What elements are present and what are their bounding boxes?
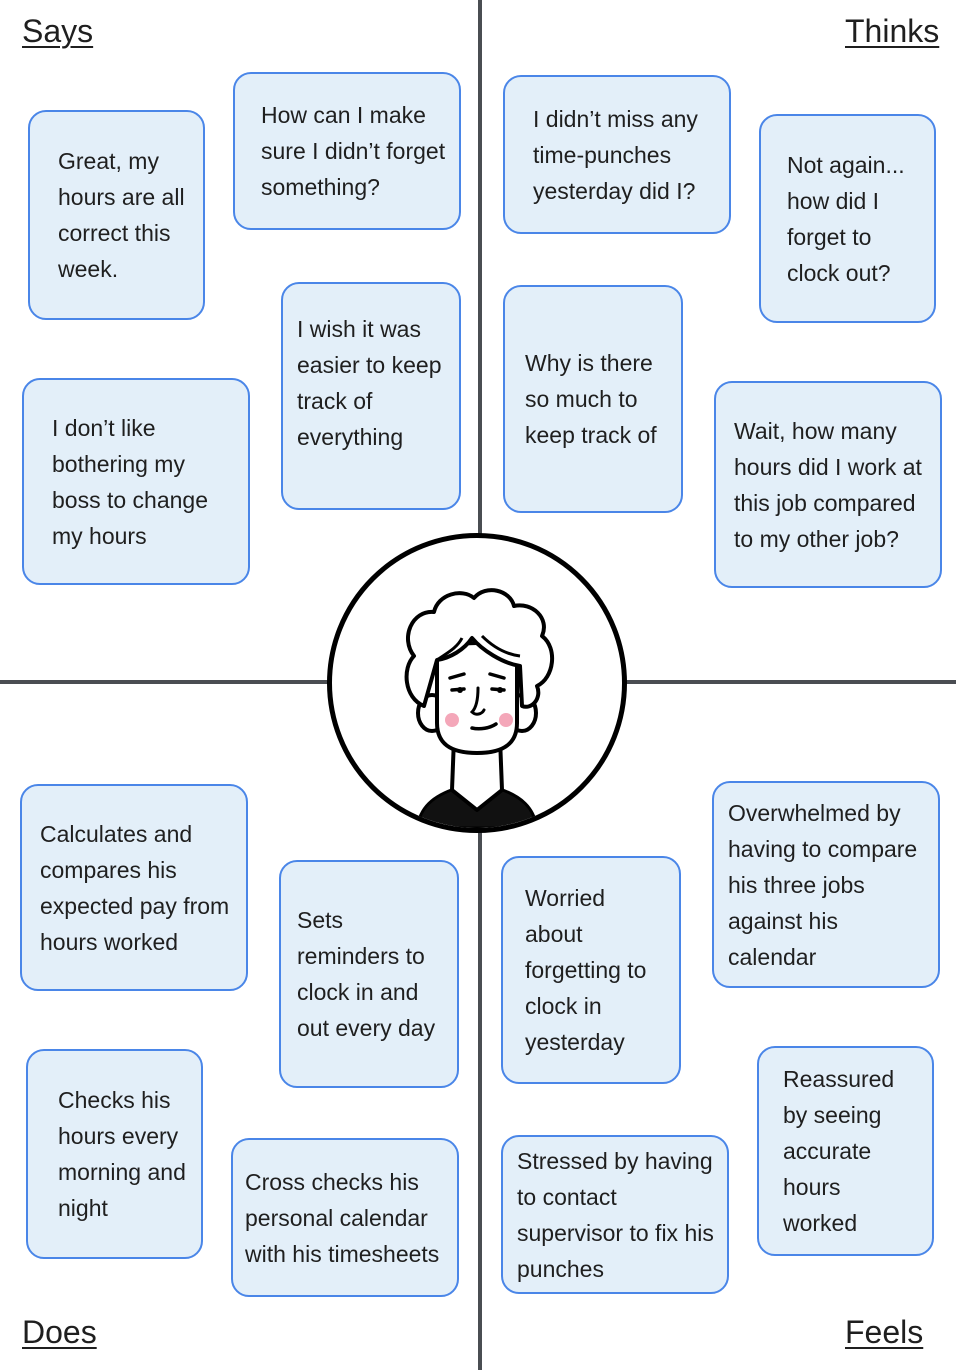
quadrant-label-does: Does <box>22 1314 97 1350</box>
note-text: I don’t like bothering my boss to change my hours <box>52 414 209 549</box>
sticky-note-does-2[interactable] <box>279 860 459 1088</box>
cheek-icon <box>499 713 513 727</box>
sticky-note-thinks-3[interactable] <box>503 285 683 513</box>
sticky-note-says-4[interactable] <box>22 378 250 585</box>
person-icon <box>332 538 622 828</box>
sticky-note-feels-3[interactable] <box>757 1046 934 1256</box>
sticky-note-feels-2[interactable] <box>501 856 681 1084</box>
note-text: Calculates and compares his expected pay from hours worked <box>40 820 230 955</box>
sticky-note-feels-1[interactable] <box>712 781 940 988</box>
note-text: I wish it was easier to keep track of everything <box>297 316 442 450</box>
sticky-note-thinks-4[interactable] <box>714 381 942 588</box>
user-avatar <box>327 533 627 833</box>
sticky-note-says-3[interactable] <box>281 282 461 510</box>
sticky-note-does-3[interactable] <box>26 1049 203 1259</box>
note-text: Cross checks his personal calendar with his timesheets <box>245 1168 440 1267</box>
note-text: Not again... how did I forget to clock out? <box>787 151 905 286</box>
quadrant-label-says: Says <box>22 13 94 49</box>
quadrant-label-thinks: Thinks <box>845 13 940 49</box>
note-text: Sets reminders to clock in and out every day <box>297 907 436 1041</box>
note-text: I didn’t miss any time-punches yesterday did I? <box>533 105 698 204</box>
sticky-note-says-1[interactable] <box>28 110 205 320</box>
sticky-note-does-1[interactable] <box>20 784 248 991</box>
note-text: How can I make sure I didn’t forget something? <box>261 102 446 200</box>
sticky-note-feels-4[interactable] <box>501 1135 729 1294</box>
note-text: Wait, how many hours did I work at this job compared to my other job? <box>734 417 922 552</box>
quadrant-label-feels: Feels <box>845 1314 924 1350</box>
note-text: Why is there so much to keep track of <box>525 350 657 448</box>
sticky-note-does-4[interactable] <box>231 1138 459 1297</box>
note-text: Stressed by having to contact supervisor to fix his punches <box>517 1147 714 1282</box>
sticky-note-says-2[interactable] <box>233 72 461 230</box>
sticky-note-thinks-2[interactable] <box>759 114 936 323</box>
sticky-note-thinks-1[interactable] <box>503 75 731 234</box>
note-text: Reassured by seeing accurate hours worked <box>783 1066 895 1236</box>
note-text: Worried about forgetting to clock in yesterday <box>525 885 647 1055</box>
cheek-icon <box>445 713 459 727</box>
note-text: Great, my hours are all correct this week. <box>58 148 185 282</box>
note-text: Overwhelmed by having to compare his three jobs against his calendar <box>728 799 918 970</box>
note-text: Checks his hours every morning and night <box>58 1087 186 1221</box>
